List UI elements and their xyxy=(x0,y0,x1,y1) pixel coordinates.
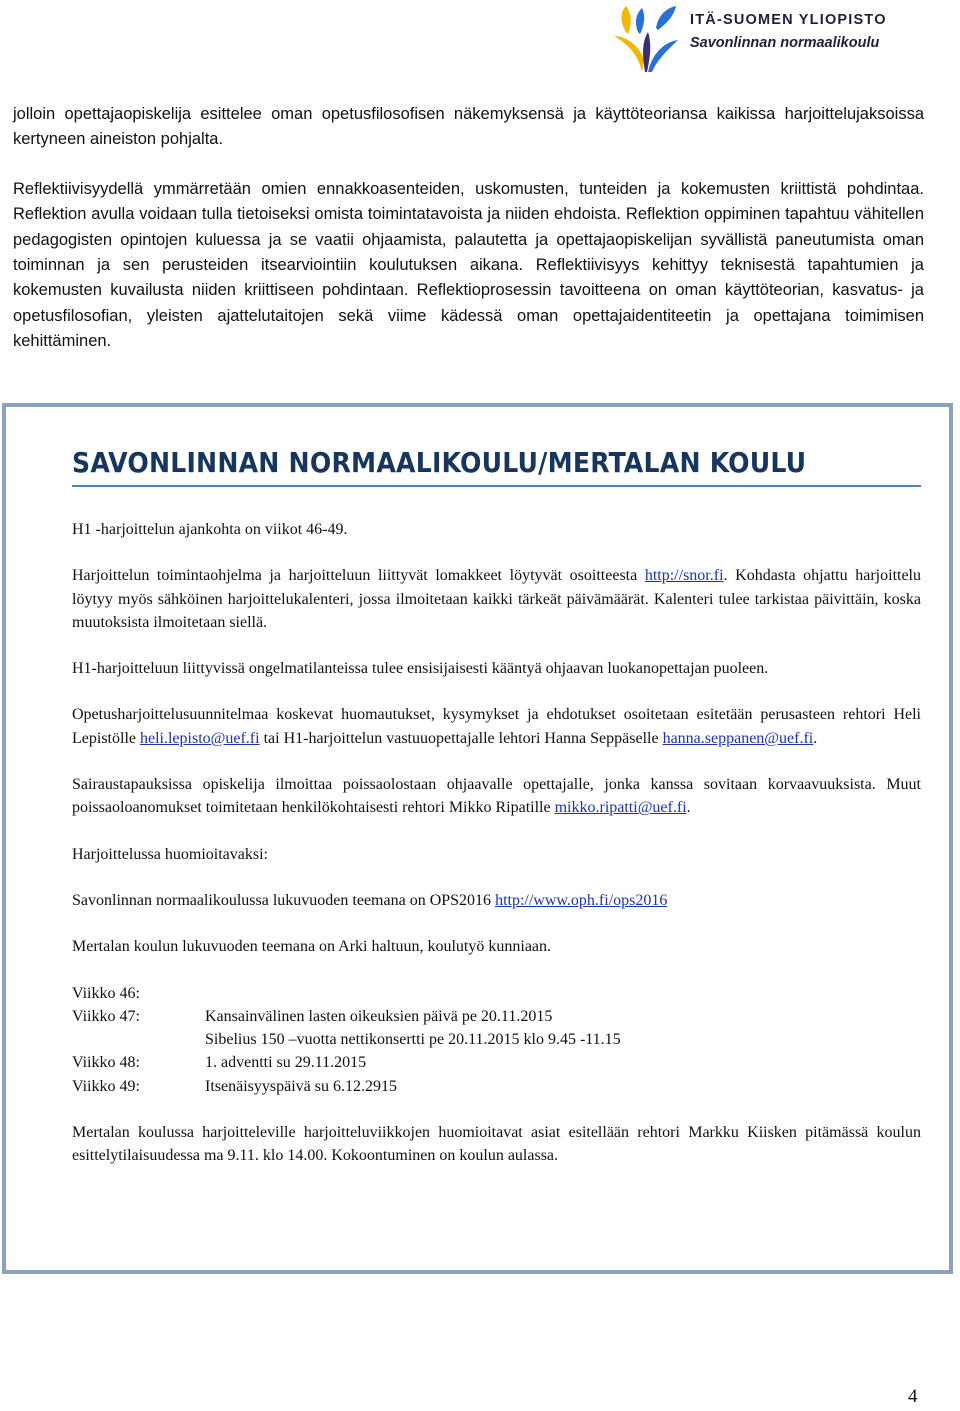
week-event: Kansainvälinen lasten oikeuksien päivä pe 20.11.2015 Sibelius 150 –vuotta nettikonsertti pe 20.11.2015 klo 9.45 -11.15 xyxy=(205,1007,621,1049)
heli-email-link[interactable]: heli.lepisto@uef.fi xyxy=(139,729,260,747)
program-paragraph: Harjoittelun toimintaohjelma ja harjoitteluun liittyvät lomakkeet löytyvät osoitteesta http://snor.fi. Kohdasta ohjattu harjoittelu löytyy myös sähköinen harjoittelukalenteri, jossa ilmoitetaan kaikki tärkeät päivämäärät. Kalenteri tulee tarkistaa päivittäin, koska muutoksista ilmoitetaan siellä. xyxy=(72,567,922,631)
weeks-table xyxy=(72,982,921,1098)
week-event: Itsenäisyyspäivä su 6.12.2915 xyxy=(205,1077,397,1095)
week-row xyxy=(72,1051,921,1074)
logo-school-name: Savonlinnan normaalikoulu xyxy=(690,35,880,51)
logo-university-name: ITÄ-SUOMEN YLIOPISTO xyxy=(690,12,887,28)
page-number: 4 xyxy=(908,1386,918,1407)
school-info-content xyxy=(72,445,921,1168)
week-event xyxy=(205,982,921,1005)
week-row xyxy=(72,982,921,1005)
week-label: Viikko 49: xyxy=(72,1077,140,1095)
week-row xyxy=(72,1075,921,1098)
mikko-email-link[interactable]: mikko.ripatti@uef.fi xyxy=(554,799,687,817)
ops2016-link[interactable]: http://www.oph.fi/ops2016 xyxy=(495,891,668,909)
sick-paragraph: Sairaustapauksissa opiskelija ilmoittaa poissaolostaan ohjaavalle opettajalle, jonka kanssa sovitaan korvaavuuksista. Muut poissaoloanomukset toimitetaan henkilökohtaisesti rehtori Mikko Ripatille mikko.ripatti@uef.fi. xyxy=(72,776,921,817)
week-label: Viikko 46: xyxy=(72,984,140,1002)
theme1-paragraph: Savonlinnan normaalikoulussa lukuvuoden teemana on OPS2016 http://www.oph.fi/ops2016 xyxy=(72,891,668,909)
mertala-paragraph: Mertalan koulussa harjoitteleville harjoitteluviikkojen huomioitavat asiat esitellään rehtori Markku Kiisken pitämässä koulun esittelytilaisuudessa ma 9.11. klo 14.00. Kokoontuminen on koulun aulassa. xyxy=(72,1124,921,1165)
intro-paragraph-1: jolloin opettajaopiskelija esittelee oman opetusfilosofisen näkemyksensä ja käyttöteoriansa kaikissa harjoittelujaksoissa kertyneen aineiston pohjalta. xyxy=(13,105,924,149)
week-label: Viikko 47: xyxy=(72,1007,140,1025)
feedback-paragraph: Opetusharjoittelusuunnitelmaa koskevat huomautukset, kysymykset ja ehdotukset osoitetaan esitetään perusasteen rehtori Heli Lepistölle heli.lepisto@uef.fi tai H1-harjoittelun vastuuopettajalle lehtori Hanna Seppäselle hanna.seppanen@uef.fi. xyxy=(72,706,921,747)
intro-text xyxy=(13,102,924,379)
week-label: Viikko 48: xyxy=(72,1054,140,1072)
theme2-paragraph: Mertalan koulun lukuvuoden teemana on Arki haltuun, koulutyö kunniaan. xyxy=(72,938,552,956)
week-event: 1. adventti su 29.11.2015 xyxy=(205,1054,367,1072)
problems-paragraph: H1-harjoitteluun liittyvissä ongelmatilanteissa tulee ensisijaisesti kääntyä ohjaavan luokanopettajan puoleen. xyxy=(72,660,769,678)
intro-paragraph-2: Reflektiivisyydellä ymmärretään omien ennakkoasenteiden, uskomusten, tunteiden ja kokemusten kriittistä pohdintaa. Reflektion avulla voidaan tulla tietoiseksi omista toimintatavoista ja niiden ehdoista. Reflektion oppiminen tapahtuu vähitellen pedagogisten opintojen kuluessa ja se vaatii ohjaamista, palautetta ja opettajaopiskelijan syvällistä paneutumista oman toiminnan ja sen perusteiden itsearviointiin koulutuksen aikana. Reflektiivisyys kehittyy teknisestä tapahtumien ja kokemusten kuvailusta niiden kriittiseen pohdintaan. Reflektioprosessin tavoitteena on oman käyttöteorian, kasvatus- ja opetusfilosofian, yleisten ajattelutaitojen sekä viime kädessä oman opettajaidentiteetin ja opettajana toimimisen kehittäminen. xyxy=(13,179,924,351)
logo-mark-icon xyxy=(612,2,682,74)
schedule-text: H1 -harjoittelun ajankohta on viikot 46-49. xyxy=(72,521,348,538)
hanna-email-link[interactable]: hanna.seppanen@uef.fi xyxy=(662,729,814,747)
section-heading: SAVONLINNAN NORMAALIKOULU/MERTALAN KOULU xyxy=(72,445,921,487)
university-logo xyxy=(612,2,912,74)
notes-title: Harjoittelussa huomioitavaksi: xyxy=(72,845,268,863)
snor-link[interactable]: http://snor.fi xyxy=(644,567,724,585)
week-row xyxy=(72,1005,921,1052)
